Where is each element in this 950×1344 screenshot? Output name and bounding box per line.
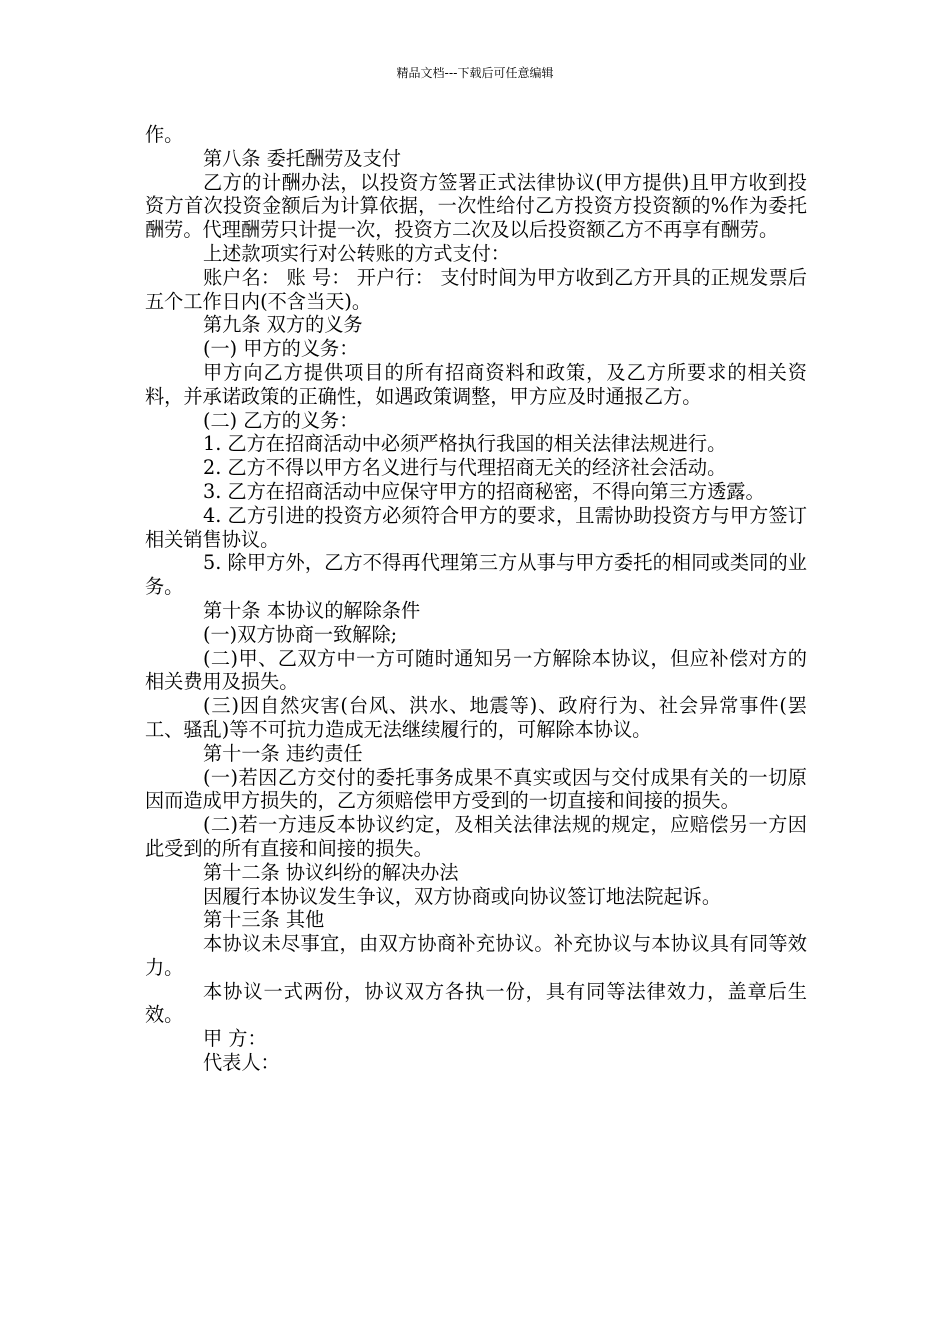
subsection-heading: (一) 甲方的义务： <box>203 337 359 361</box>
paragraph: (一)若因乙方交付的委托事务成果不真实或因与交付成果有关的一切原因而造成甲方损失的，乙方须赔偿甲方受到的一切直接和间接的损失。 <box>145 765 807 813</box>
paragraph: 乙方的计酬办法，以投资方签署正式法律协议(甲方提供)且甲方收到投资方首次投资金额后为计算依据，一次性给付乙方投资方投资额的%作为委托酬劳。代理酬劳只计提一次，投资方二次及以后投资额乙方不再享有酬劳。 <box>145 170 807 242</box>
paragraph: 上述款项实行对公转账的方式支付： <box>203 241 510 265</box>
article-8-heading: 第八条 委托酬劳及支付 <box>203 146 401 170</box>
list-item: 4. 乙方引进的投资方必须符合甲方的要求，且需协助投资方与甲方签订相关销售协议。 <box>145 503 807 551</box>
subsection-heading: (二) 乙方的义务： <box>203 408 359 432</box>
paragraph: (三)因自然灾害(台风、洪水、地震等)、政府行为、社会异常事件(罢工、骚乱)等不可抗力造成无法继续履行的，可解除本协议。 <box>145 694 807 741</box>
list-item: 3. 乙方在招商活动中应保守甲方的招商秘密，不得向第三方透露。 <box>203 479 765 503</box>
document-body <box>145 123 807 1075</box>
article-11-heading: 第十一条 违约责任 <box>203 741 363 765</box>
article-13-heading: 第十三条 其他 <box>203 908 325 932</box>
paragraph: 本协议未尽事宜，由双方协商补充协议。补充协议与本协议具有同等效力。 <box>145 932 807 979</box>
paragraph-continuation: 作。 <box>145 123 184 146</box>
list-item: 1. 乙方在招商活动中必须严格执行我国的相关法律法规进行。 <box>203 432 727 456</box>
paragraph: (二)甲、乙双方中一方可随时通知另一方解除本协议，但应补偿对方的相关费用及损失。 <box>145 646 807 694</box>
paragraph: 账户名： 账 号： 开户行： 支付时间为甲方收到乙方开具的正规发票后五个工作日内(不含当天)。 <box>145 265 807 313</box>
article-10-heading: 第十条 本协议的解除条件 <box>203 598 421 622</box>
list-item: 2. 乙方不得以甲方名义进行与代理招商无关的经济社会活动。 <box>203 456 727 480</box>
page-header: 精品文档---下载后可任意编辑 <box>396 66 554 80</box>
signature-representative: 代表人： <box>203 1051 280 1075</box>
article-9-heading: 第九条 双方的义务 <box>203 313 363 337</box>
paragraph: (一)双方协商一致解除; <box>203 622 398 646</box>
article-12-heading: 第十二条 协议纠纷的解决办法 <box>203 860 459 884</box>
paragraph: (二)若一方违反本协议约定，及相关法律法规的规定，应赔偿另一方因此受到的所有直接和间接的损失。 <box>145 813 807 860</box>
paragraph: 因履行本协议发生争议，双方协商或向协议签订地法院起诉。 <box>203 884 722 908</box>
list-item: 5. 除甲方外，乙方不得再代理第三方从事与甲方委托的相同或类同的业务。 <box>145 551 807 599</box>
paragraph: 本协议一式两份，协议双方各执一份，具有同等法律效力，盖章后生效。 <box>145 979 807 1027</box>
paragraph: 甲方向乙方提供项目的所有招商资料和政策，及乙方所要求的相关资料，并承诺政策的正确性，如遇政策调整，甲方应及时通报乙方。 <box>145 360 807 408</box>
signature-party-a: 甲 方： <box>203 1027 267 1051</box>
